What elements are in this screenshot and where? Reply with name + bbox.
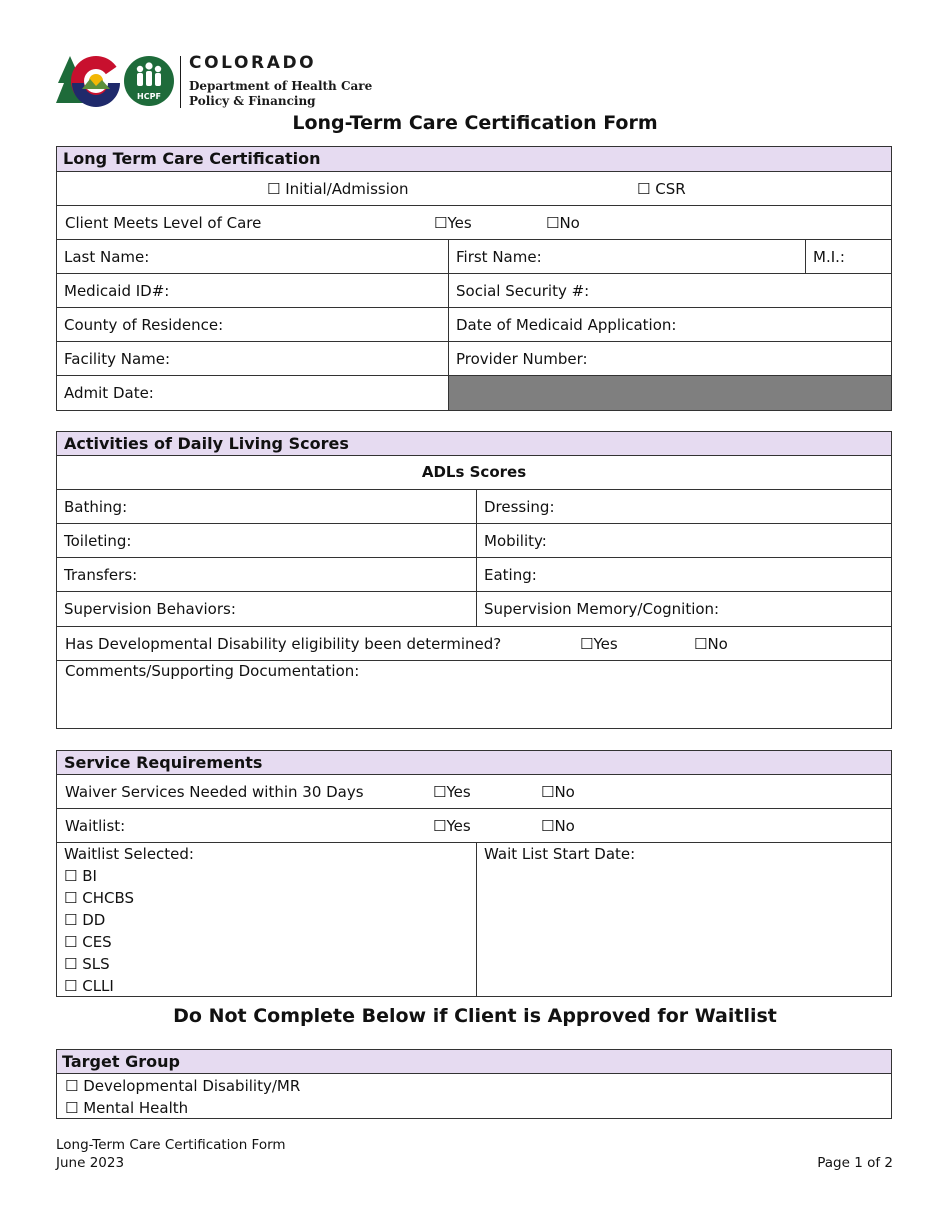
bathing-label: Bathing: [64,497,128,516]
transfers-label: Transfers: [64,565,138,584]
level-of-care-label: Client Meets Level of Care [65,214,262,232]
ssn-field[interactable] [448,274,891,307]
brand-dept-line2: Policy & Financing [189,94,316,108]
form-title: Long-Term Care Certification Form [292,112,658,134]
waiver-label: Waiver Services Needed within 30 Days [65,783,364,801]
footer-page-number: Page 1 of 2 [817,1155,893,1171]
admit-row [57,376,891,410]
application-date-label: Date of Medicaid Application: [456,315,677,334]
waitlist-notice: Do Not Complete Below if Client is Approved for Waitlist [173,1005,777,1027]
waitlist-label: Waitlist: [65,817,126,835]
waitlist-option-dd[interactable]: ☐ DD [64,911,106,929]
adl-subheading-row [57,456,891,490]
waitlist-option-chcbs[interactable]: ☐ CHCBS [64,889,134,907]
supervision-behaviors-field[interactable] [57,592,476,626]
ssn-label: Social Security #: [456,281,590,300]
dd-eligibility-question: Has Developmental Disability eligibility been determined? [65,635,502,653]
middle-initial-label: M.I.: [813,247,845,266]
hcpf-family-icon [124,56,174,106]
county-row [57,308,891,342]
waiver-yes-checkbox[interactable]: ☐Yes [433,783,471,801]
first-name-field[interactable] [448,240,805,273]
admit-date-field[interactable] [57,376,448,410]
level-of-care-row [57,206,891,240]
dd-eligibility-yes-checkbox[interactable]: ☐Yes [580,635,618,653]
dressing-label: Dressing: [484,497,555,516]
county-label: County of Residence: [64,315,224,334]
waitlist-start-date-label: Wait List Start Date: [484,845,636,863]
ltc-heading: Long Term Care Certification [57,147,891,172]
last-name-field[interactable] [57,240,448,273]
waitlist-no-checkbox[interactable]: ☐No [541,817,575,835]
bathing-field[interactable] [57,490,476,523]
hcpf-badge-text: HCPF [137,92,161,101]
footer-date: June 2023 [56,1155,125,1171]
mobility-label: Mobility: [484,531,547,550]
waitlist-selected-cell [57,843,476,996]
target-options-row [57,1074,891,1118]
application-date-field[interactable] [448,308,891,341]
service-section [56,750,892,997]
waitlist-detail-row [57,843,891,996]
toileting-field[interactable] [57,524,476,557]
waitlist-selected-label: Waitlist Selected: [64,845,194,863]
name-row [57,240,891,274]
eating-label: Eating: [484,565,537,584]
eating-field[interactable] [476,558,891,591]
transfers-field[interactable] [57,558,476,591]
middle-initial-field[interactable] [805,240,891,273]
colorado-c-icon [71,56,122,107]
waitlist-yes-checkbox[interactable]: ☐Yes [433,817,471,835]
waiver-no-checkbox[interactable]: ☐No [541,783,575,801]
comments-label: Comments/Supporting Documentation: [65,662,360,680]
supervision-memory-field[interactable] [476,592,891,626]
adl-heading: Activities of Daily Living Scores [57,432,891,456]
waitlist-option-clli[interactable]: ☐ CLLI [64,977,114,995]
adl-section [56,431,892,729]
supervision-behaviors-label: Supervision Behaviors: [64,600,236,618]
provider-number-field[interactable] [448,342,891,375]
service-heading: Service Requirements [57,751,891,775]
facility-row [57,342,891,376]
last-name-label: Last Name: [64,247,150,266]
waitlist-option-bi[interactable]: ☐ BI [64,867,97,885]
dd-eligibility-no-checkbox[interactable]: ☐No [694,635,728,653]
adl-subheading: ADLs Scores [421,463,527,481]
target-option-dd[interactable]: ☐ Developmental Disability/MR [65,1077,301,1095]
footer-form-name: Long-Term Care Certification Form [56,1137,286,1153]
id-row [57,274,891,308]
supervision-row [57,592,891,627]
mobility-field[interactable] [476,524,891,557]
toileting-label: Toileting: [64,531,132,550]
county-field[interactable] [57,308,448,341]
first-name-label: First Name: [456,247,542,266]
shaded-cell [448,376,891,410]
level-of-care-no-checkbox[interactable]: ☐No [546,214,580,232]
comments-row[interactable] [57,661,891,728]
ltc-section [56,146,892,411]
transfers-row [57,558,891,592]
initial-admission-checkbox[interactable]: ☐ Initial/Admission [267,180,409,198]
medicaid-id-field[interactable] [57,274,448,307]
waitlist-option-sls[interactable]: ☐ SLS [64,955,110,973]
waiver-row [57,775,891,809]
facility-name-label: Facility Name: [64,349,171,368]
certification-type-row [57,172,891,206]
bathing-row [57,490,891,524]
waitlist-option-ces[interactable]: ☐ CES [64,933,112,951]
dd-eligibility-row [57,627,891,661]
supervision-memory-label: Supervision Memory/Cognition: [484,600,720,618]
toileting-row [57,524,891,558]
brand-divider [180,56,181,108]
target-option-mh[interactable]: ☐ Mental Health [65,1099,189,1117]
target-heading: Target Group [57,1050,891,1074]
brand-dept-line1: Department of Health Care [189,79,373,93]
target-section [56,1049,892,1119]
colorado-hcpf-logo [56,53,176,109]
facility-name-field[interactable] [57,342,448,375]
provider-number-label: Provider Number: [456,349,588,368]
waitlist-start-date-field[interactable] [476,843,891,996]
brand-state: COLORADO [189,53,317,73]
csr-checkbox[interactable]: ☐ CSR [637,180,686,198]
dressing-field[interactable] [476,490,891,523]
medicaid-id-label: Medicaid ID#: [64,281,170,300]
waitlist-row [57,809,891,843]
level-of-care-yes-checkbox[interactable]: ☐Yes [434,214,472,232]
admit-date-label: Admit Date: [64,384,154,402]
